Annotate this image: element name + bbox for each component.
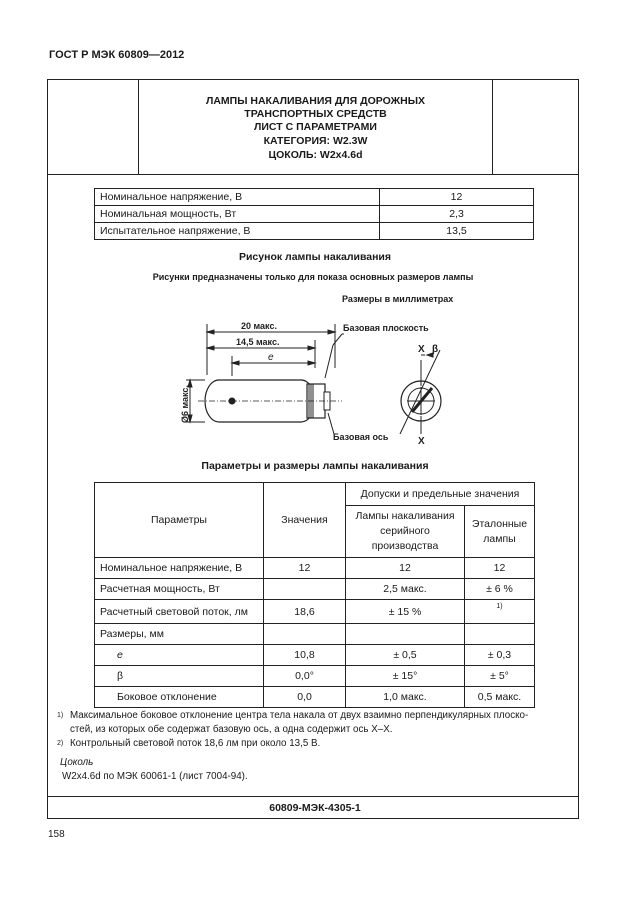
- title-line-3: ЛИСТ С ПАРАМЕТРАМИ: [254, 121, 377, 133]
- footnote-1-line-1: Максимальное боковое отклонение центра тела накала от двух взаимно перпендикулярных плоско-: [69, 710, 529, 721]
- summary-label: Испытательное напряжение, В: [95, 223, 380, 240]
- title-divider: [47, 174, 579, 175]
- title-line-2: ТРАНСПОРТНЫХ СРЕДСТВ: [244, 108, 387, 120]
- param-serial: ± 15 %: [346, 600, 465, 624]
- param-name: e: [95, 645, 264, 666]
- table-row: [95, 666, 535, 687]
- summary-table: [94, 188, 534, 240]
- dim-e-label: e: [268, 352, 274, 363]
- title-block: [138, 79, 493, 175]
- title-line-4: КАТЕГОРИЯ: W2.3W: [263, 135, 368, 147]
- header-values: Значения: [264, 483, 346, 558]
- footnote-2: [57, 737, 320, 751]
- param-name: β: [95, 666, 264, 687]
- param-reference: 12: [465, 558, 535, 579]
- axis-x-top-label: X: [418, 344, 425, 355]
- header-tolerance: Допуски и предельные значения: [346, 483, 535, 506]
- param-reference: ± 0,3: [465, 645, 535, 666]
- footnote-2-mark: 2): [57, 740, 64, 747]
- header-serial: Лампы накаливания серийного производства: [346, 506, 465, 558]
- param-name: Расчетный световой поток, лм: [95, 600, 264, 624]
- parameters-table: [94, 482, 535, 708]
- dim-diameter-label: Ø6 макс.: [180, 385, 190, 423]
- footnote-2-text: Контрольный световой поток 18,6 лм при около 13,5 В.: [69, 738, 321, 749]
- summary-value: 12: [380, 189, 534, 206]
- param-name: Боковое отклонение: [95, 687, 264, 708]
- table-row: [95, 645, 535, 666]
- figure-units: Размеры в миллиметрах: [342, 294, 454, 304]
- param-serial: ± 0,5: [346, 645, 465, 666]
- base-title: Цоколь: [60, 757, 94, 768]
- param-serial: 2,5 макс.: [346, 579, 465, 600]
- lamp-drawing: [0, 310, 630, 450]
- table-header-row: [95, 483, 535, 506]
- sheet-number: 60809-МЭК-4305-1: [269, 802, 361, 814]
- param-value: [264, 579, 346, 600]
- header-params: Параметры: [95, 483, 264, 558]
- param-reference: 1): [465, 600, 535, 624]
- param-name: Номинальное напряжение, В: [95, 558, 264, 579]
- table-row: [95, 189, 534, 206]
- table-row: [95, 206, 534, 223]
- param-value: 10,8: [264, 645, 346, 666]
- dim-20-label: 20 макс.: [241, 321, 277, 331]
- ref-axis-label: Базовая ось: [333, 432, 389, 442]
- param-value: 12: [264, 558, 346, 579]
- param-value: 18,6: [264, 600, 346, 624]
- figure-subtitle: Рисунки предназначены только для показа основных размеров лампы: [152, 272, 474, 282]
- title-line-5: ЦОКОЛЬ: W2x4.6d: [268, 149, 363, 161]
- base-text: W2x4.6d по МЭК 60061-1 (лист 7004-94).: [62, 771, 248, 782]
- axis-x-bottom-label: X: [418, 436, 425, 447]
- param-serial: 1,0 макс.: [346, 687, 465, 708]
- param-serial: 12: [346, 558, 465, 579]
- table-row: [95, 223, 534, 240]
- footnote-1: [57, 709, 577, 723]
- summary-label: Номинальное напряжение, В: [95, 189, 380, 206]
- table-row: [95, 600, 535, 624]
- summary-value: 13,5: [380, 223, 534, 240]
- table-row: [95, 579, 535, 600]
- table-row: [95, 558, 535, 579]
- summary-label: Номинальная мощность, Вт: [95, 206, 380, 223]
- footnote-1-line-2: стей, из которых обе содержат базовую ось, а одна содержит ось X–X.: [70, 724, 393, 735]
- page-number: 158: [48, 829, 65, 840]
- param-reference: ± 6 %: [465, 579, 535, 600]
- param-reference: ± 5°: [465, 666, 535, 687]
- param-name: Размеры, мм: [95, 624, 264, 645]
- header-reference: Эталонные лампы: [465, 506, 535, 558]
- document-header: ГОСТ Р МЭК 60809—2012: [49, 49, 185, 61]
- table-row: [95, 687, 535, 708]
- footnote-1-mark: 1): [57, 712, 64, 719]
- footer-divider: [47, 796, 579, 797]
- param-name: Расчетная мощность, Вт: [95, 579, 264, 600]
- param-value: 0,0: [264, 687, 346, 708]
- summary-value: 2,3: [380, 206, 534, 223]
- beta-label: β: [432, 344, 439, 355]
- param-serial: ± 15°: [346, 666, 465, 687]
- params-heading: Параметры и размеры лампы накаливания: [201, 460, 429, 472]
- param-reference: 0,5 макс.: [465, 687, 535, 708]
- figure-heading: Рисунок лампы накаливания: [238, 251, 392, 263]
- ref-plane-label: Базовая плоскость: [343, 323, 429, 333]
- table-row: [95, 624, 535, 645]
- dim-14-label: 14,5 макс.: [236, 337, 280, 347]
- param-value: 0,0°: [264, 666, 346, 687]
- title-line-1: ЛАМПЫ НАКАЛИВАНИЯ ДЛЯ ДОРОЖНЫХ: [205, 95, 426, 107]
